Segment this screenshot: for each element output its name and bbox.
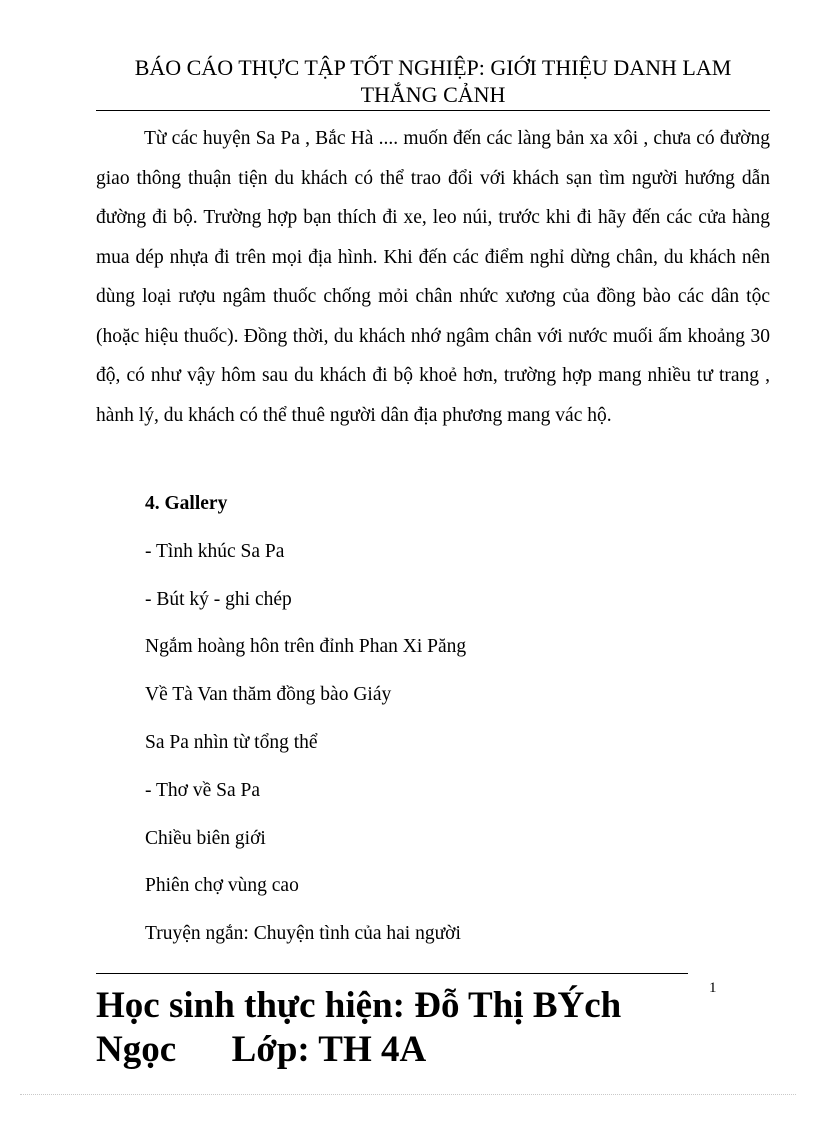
footer-author <box>96 984 716 1072</box>
footer-divider <box>96 973 688 974</box>
list-item: Truyện ngắn: Chuyện tình của hai người <box>145 923 461 945</box>
page-bottom-edge <box>20 1094 796 1095</box>
header-divider <box>96 110 770 111</box>
page-header <box>96 54 770 108</box>
list-item: Về Tà Van thăm đồng bào Giáy <box>145 684 392 706</box>
author-name-end: Ngọc <box>96 1029 177 1070</box>
body-paragraph: Từ các huyện Sa Pa , Bắc Hà .... muốn đến các làng bản xa xôi , chưa có đường giao thông thuận tiện du khách có thể trao đổi với khách sạn tìm người hướng dẫn đường đi bộ. Trường hợp bạn thích đi xe, leo núi, trước khi đi hãy đến các cửa hàng mua dép nhựa đi trên mọi địa hình. Khi đến các điểm nghỉ dừng chân, du khách nên dùng loại rượu ngâm thuốc chống mỏi chân nhức xương của đồng bào các dân tộc (hoặc hiệu thuốc). Đồng thời, du khách nhớ ngâm chân với nước muối ấm khoảng 30 độ, có như vậy hôm sau du khách đi bộ khoẻ hơn, trường hợp mang nhiều tư trang , hành lý, du khách có thể thuê người dân địa phương mang vác hộ. <box>96 128 770 426</box>
gallery-heading: 4. Gallery <box>145 493 228 514</box>
list-item: - Thơ về Sa Pa <box>145 779 261 801</box>
list-item: Phiên chợ vùng cao <box>145 875 299 897</box>
list-item: - Tình khúc Sa Pa <box>145 540 285 562</box>
list-item: Chiều biên giới <box>145 827 266 849</box>
gallery-list <box>145 480 466 958</box>
author-line1: Học sinh thực hiện: Đỗ Thị BÝch <box>96 985 622 1026</box>
list-item: Ngắm hoàng hôn trên đỉnh Phan Xi Păng <box>145 636 467 658</box>
author-class: Lớp: TH 4A <box>231 1029 427 1070</box>
page-number: 1 <box>709 980 717 996</box>
list-item: - Bút ký - ghi chép <box>145 588 292 610</box>
author-line2 <box>96 1028 716 1072</box>
header-title-line2: THẮNG CẢNH <box>360 82 506 107</box>
list-item: Sa Pa nhìn từ tổng thể <box>145 731 318 753</box>
header-title-line1: BÁO CÁO THỰC TẬP TỐT NGHIỆP: GIỚI THIỆU DANH LAM <box>134 55 732 80</box>
